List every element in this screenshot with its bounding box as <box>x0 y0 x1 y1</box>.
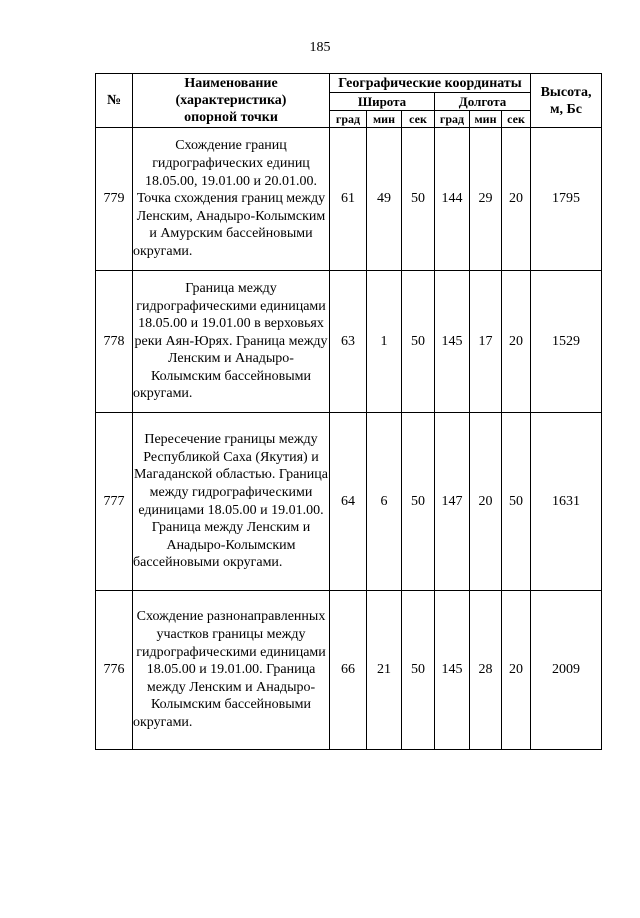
lon-deg: 145 <box>435 591 470 750</box>
lat-sec: 50 <box>402 591 435 750</box>
point-description: Пересечение границы между Республикой Саха (Якутия) и Магаданской областью. Граница между гидрографическими единицами 18.05.00 и 19.01.00. Граница между Ленским и Анадыро-Колымским бассейновыми округами. <box>133 413 330 591</box>
point-number: 778 <box>96 271 133 413</box>
header-height <box>531 74 602 128</box>
header-lat-min: мин <box>367 111 402 128</box>
header-name <box>133 74 330 128</box>
lat-min: 49 <box>367 128 402 271</box>
lon-sec: 20 <box>502 591 531 750</box>
header-name-line3: опорной точки <box>184 110 278 125</box>
table-row <box>96 271 602 413</box>
lon-deg: 144 <box>435 128 470 271</box>
lon-min: 29 <box>470 128 502 271</box>
lat-min: 21 <box>367 591 402 750</box>
height-value: 1795 <box>531 128 602 271</box>
lon-min: 17 <box>470 271 502 413</box>
table-row <box>96 413 602 591</box>
lat-sec: 50 <box>402 271 435 413</box>
point-description: Граница между гидрографическими единицами 18.05.00 и 19.01.00 в верховьях реки Аян-Юрях. Граница между Ленским и Анадыро-Колымским бассейновыми округами. <box>133 271 330 413</box>
lon-min: 20 <box>470 413 502 591</box>
lat-deg: 66 <box>330 591 367 750</box>
lon-sec: 20 <box>502 128 531 271</box>
lat-deg: 64 <box>330 413 367 591</box>
point-description: Схождение разнонаправленных участков границы между гидрографическими единицами 18.05.00 и 19.01.00. Граница между Ленским и Анадыро-Колымским бассейновыми округами. <box>133 591 330 750</box>
lon-sec: 20 <box>502 271 531 413</box>
point-description: Схождение границ гидрографических единиц 18.05.00, 19.01.00 и 20.01.00. Точка схождения границ между Ленским, Анадыро-Колымским и Амурским бассейновыми округами. <box>133 128 330 271</box>
header-name-line2: (характеристика) <box>175 93 287 108</box>
header-lat-deg: град <box>330 111 367 128</box>
header-height-line1: Высота, <box>540 84 592 100</box>
height-value: 2009 <box>531 591 602 750</box>
table-row <box>96 591 602 750</box>
lon-min: 28 <box>470 591 502 750</box>
lon-sec: 50 <box>502 413 531 591</box>
header-lon-min: мин <box>470 111 502 128</box>
header-name-line1: Наименование <box>184 76 278 91</box>
table-row <box>96 128 602 271</box>
lat-deg: 63 <box>330 271 367 413</box>
page-number: 185 <box>309 40 331 55</box>
point-number: 776 <box>96 591 133 750</box>
height-value: 1529 <box>531 271 602 413</box>
lon-deg: 147 <box>435 413 470 591</box>
point-number: 777 <box>96 413 133 591</box>
lat-sec: 50 <box>402 413 435 591</box>
header-longitude: Долгота <box>435 93 531 111</box>
lat-min: 6 <box>367 413 402 591</box>
lat-deg: 61 <box>330 128 367 271</box>
header-lon-sec: сек <box>502 111 531 128</box>
lat-sec: 50 <box>402 128 435 271</box>
lon-deg: 145 <box>435 271 470 413</box>
header-number: № <box>96 74 133 128</box>
lat-min: 1 <box>367 271 402 413</box>
header-lat-sec: сек <box>402 111 435 128</box>
header-coordinates: Географические координаты <box>330 74 531 93</box>
header-lon-deg: град <box>435 111 470 128</box>
point-number: 779 <box>96 128 133 271</box>
height-value: 1631 <box>531 413 602 591</box>
reference-points-table <box>95 73 602 750</box>
header-latitude: Широта <box>330 93 435 111</box>
header-height-line2: м, Бс <box>550 101 583 117</box>
